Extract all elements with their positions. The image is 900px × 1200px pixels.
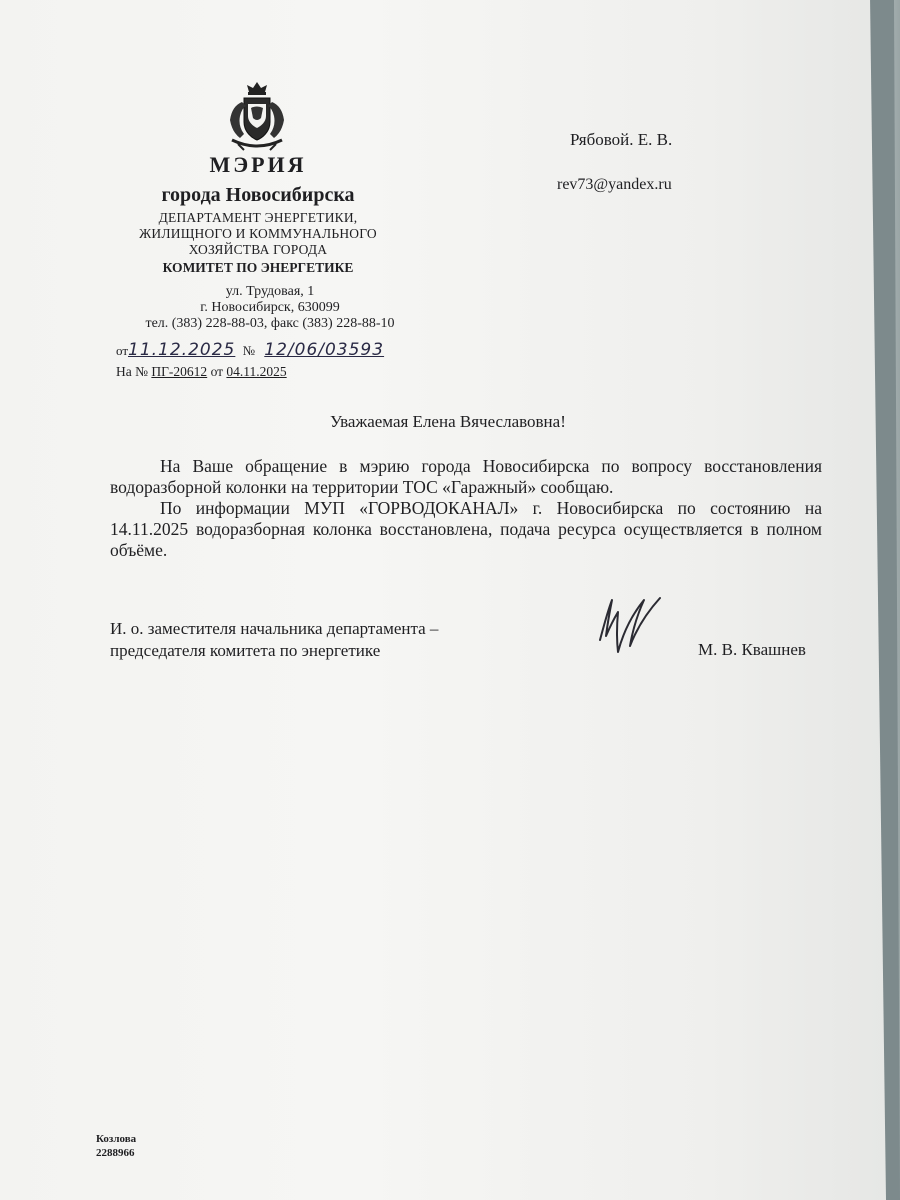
committee-name: КОМИТЕТ ПО ЭНЕРГЕТИКЕ bbox=[162, 260, 354, 275]
department-name bbox=[110, 210, 406, 258]
signatory-title-line: И. о. заместителя начальника департамента – bbox=[110, 619, 439, 638]
number-label: № bbox=[242, 343, 256, 358]
registration-date: 11.12.2025 bbox=[128, 340, 236, 360]
org-city: города Новосибирска bbox=[161, 184, 355, 206]
ref-date: 04.11.2025 bbox=[226, 364, 287, 379]
body-paragraph: По информации МУП «ГОРВОДОКАНАЛ» г. Новосибирска по состоянию на 14.11.2025 водоразборная колонка восстановлена, подача ресурса осуществляется в полном объёме. bbox=[110, 498, 822, 560]
recipient-name: Рябовой. Е. В. bbox=[570, 130, 673, 149]
from-label: от bbox=[116, 343, 129, 358]
ref-prefix: На № bbox=[116, 364, 148, 379]
coat-of-arms-logo bbox=[222, 80, 292, 152]
address-line: ул. Трудовая, 1 bbox=[225, 284, 315, 299]
letter-body bbox=[110, 456, 822, 561]
org-title: МЭРИЯ bbox=[209, 152, 307, 177]
ref-from: от bbox=[210, 364, 224, 379]
executor-info bbox=[96, 1132, 136, 1160]
handwritten-signature bbox=[590, 592, 690, 678]
reference-line bbox=[116, 364, 287, 380]
body-paragraph: На Ваше обращение в мэрию города Новосибирска по вопросу восстановления водоразборной колонки на территории ТОС «Гаражный» сообщаю. bbox=[110, 456, 822, 497]
signatory-name: М. В. Квашнев bbox=[698, 640, 806, 659]
executor-phone: 2288966 bbox=[96, 1147, 135, 1159]
address-line: тел. (383) 228-88-03, факс (383) 228-88-10 bbox=[145, 316, 395, 331]
ref-number: ПГ-20612 bbox=[151, 364, 208, 379]
dept-line: ЖИЛИЩНОГО И КОММУНАЛЬНОГО bbox=[139, 226, 377, 241]
executor-name: Козлова bbox=[96, 1133, 137, 1145]
address-line: г. Новосибирск, 630099 bbox=[200, 300, 340, 315]
dept-line: ХОЗЯЙСТВА ГОРОДА bbox=[188, 242, 328, 257]
registration-number: 12/06/03593 bbox=[264, 340, 385, 360]
registration-line bbox=[116, 340, 384, 360]
greeting: Уважаемая Елена Вячеславовна! bbox=[330, 412, 566, 431]
signatory-title-line: председателя комитета по энергетике bbox=[110, 641, 381, 660]
dept-line: ДЕПАРТАМЕНТ ЭНЕРГЕТИКИ, bbox=[158, 210, 358, 225]
org-address bbox=[110, 284, 430, 332]
signatory-title bbox=[110, 618, 438, 662]
recipient-email: rev73@yandex.ru bbox=[557, 176, 672, 193]
